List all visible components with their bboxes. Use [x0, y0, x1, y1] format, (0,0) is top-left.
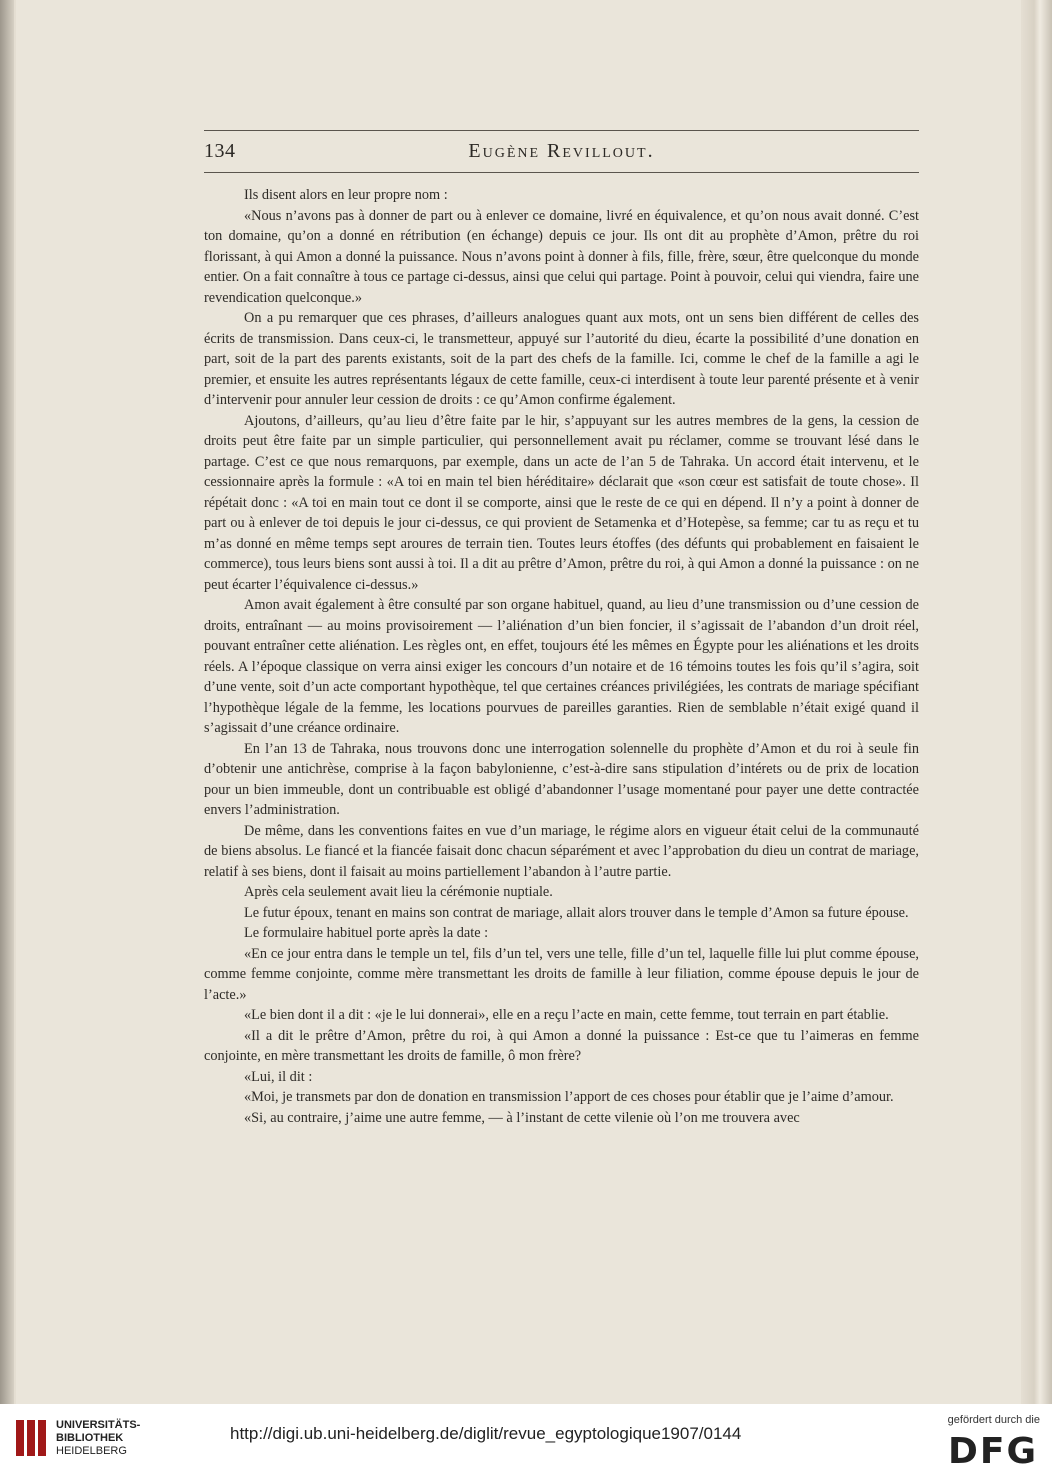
digitization-footer: [0, 1404, 1052, 1479]
scan-left-edge: [0, 0, 14, 1404]
header-author: Eugène Revillout.: [468, 140, 655, 162]
permalink-url[interactable]: http://digi.ub.uni-heidelberg.de/diglit/revue_egyptologique1907/0144: [230, 1424, 742, 1443]
library-name-line: BIBLIOTHEK: [56, 1432, 124, 1444]
paragraph: Après cela seulement avait lieu la cérémonie nuptiale.: [244, 884, 553, 900]
university-logo-icon: [14, 1418, 48, 1458]
paragraph: De même, dans les conventions faites en vue d’un mariage, le régime alors en vigueur était celui de la communauté de biens absolus. Le fiancé et la fiancée faisait donc chacun séparément et avec l’approbation du dieu un contrat de mariage, relatif à ses biens, dont il faisait au moins partiellement l’abandon à l’autre partie.: [204, 822, 919, 880]
paragraph: «Le bien dont il a dit : «je le lui donnerai», elle en a reçu l’acte en main, cette femme, tout terrain en part établie.: [244, 1007, 889, 1023]
paragraph: Ajoutons, d’ailleurs, qu’au lieu d’être faite par le hir, s’appuyant sur les autres membres de la gens, la cession de droits peut être faite par un simple particulier, qui personnellement avait pu réclamer, comme se trouvant lésé dans le partage. C’est ce que nous remarquons, par exemple, dans un acte de l’an 5 de Tahraka. Un accord était intervenu, et le cessionnaire après la formule : «A toi en main tel bien héréditaire» déclarait que «son cœur est satisfait de toute chose». Il répétait donc : «A toi en main tout ce dont il se comporte, ainsi que le reste de ce qui en dépend. Il n’y a point à donner de part ou à enlever de toi depuis le jour ci-dessus, ce qui provient de Setamenka et d’Hotepèse, sa femme; car tu as reçu et tu m’as donné en même temps sept aroures de terrain tien. Toutes leurs étoffes (des défunts qui probablement en faisaient le commerce), tous leurs biens sont aussi à toi. Il a dit au prêtre d’Amon, prêtre du roi, à qui Amon a donné la puissance : on ne peut écarter l’équivalence ci-dessus.»: [204, 412, 919, 593]
scan-right-edge: [1022, 0, 1052, 1404]
dfg-logo: DFG: [947, 1431, 1038, 1472]
page-number: 134: [204, 140, 236, 162]
paragraph: Le futur époux, tenant en mains son contrat de mariage, allait alors trouver dans le temple d’Amon sa future épouse.: [244, 904, 909, 921]
paragraph: Le formulaire habituel porte après la date :: [244, 925, 489, 941]
library-name-line: HEIDELBERG: [56, 1445, 127, 1457]
paragraph: On a pu remarquer que ces phrases, d’ailleurs analogues quant aux mots, ont un sens bien différent de celles des écrits de transmission. Dans ceux-ci, le transmetteur, appuyé sur l’autorité du dieu, écarte la possibilité d’une donation en part, soit de la part des parents existants, soit de la part des chefs de la famille. Ici, comme le chef de la famille a agi le premier, et ensuite les autres représentants légaux de cette famille, ceux-ci interdisent à toute leur parenté présente et à venir d’intervenir pour annuler leur cession de droits : ce qu’Amon confirme également.: [204, 310, 919, 408]
body-text: [204, 185, 919, 1128]
header-rule-top: [204, 130, 919, 131]
paragraph: «En ce jour entra dans le temple un tel, fils d’un tel, vers une telle, fille d’un tel, laquelle fille lui plut comme épouse, comme femme conjointe, comme mère transmettant les droits de famille à leur filiation, comme épouse depuis le jour de l’acte.»: [204, 945, 919, 1003]
paragraph: «Lui, il dit :: [244, 1068, 313, 1085]
paragraph: En l’an 13 de Tahraka, nous trouvons donc une interrogation solennelle du prophète d’Amon et du roi à seule fin d’obtenir une antichrèse, comprise à la façon babylonienne, c’est-à-dire sans stipulation d’intérets ou de prix de location pour un bien immeuble, dont un contribuable est obligé d’abandonner l’usage momentané pour payer une dette contractée envers l’administration.: [204, 740, 919, 818]
funder-label: gefördert durch die: [947, 1414, 1040, 1426]
library-name: [56, 1419, 140, 1458]
running-head: [204, 140, 919, 166]
paragraph: «Il a dit le prêtre d’Amon, prêtre du roi, à qui Amon a donné la puissance : Est-ce que tu l’aimeras en femme conjointe, en mère transmettant les droits de famille, ô mon frère?: [204, 1027, 919, 1064]
header-rule-bottom: [204, 172, 919, 173]
paragraph: «Nous n’avons pas à donner de part ou à enlever ce domaine, livré en équivalence, et qu’on nous avait donné. C’est ton domaine, qu’on a donné en rétribution (en échange) depuis ce jour. Ils ont dit au prophète d’Amon, prêtre du roi florissant, à qui Amon a donné la puissance. Nous n’avons point à donner à fils, fille, frère, sœur, être quelconque du monde entier. On a fait connaître à tous ce partage ci-dessus, ainsi que celui qui partage. Point à pouvoir, celui qui viendra, faire une revendication quelconque.»: [204, 207, 919, 306]
library-name-line: UNIVERSITÄTS-: [56, 1419, 141, 1431]
paragraph: Ils disent alors en leur propre nom :: [244, 187, 448, 203]
paragraph: «Si, au contraire, j’aime une autre femme, — à l’instant de cette vilenie où l’on me trouvera avec: [244, 1109, 800, 1126]
paragraph: «Moi, je transmets par don de donation en transmission l’apport de ces choses pour établir que je l’aime d’amour.: [244, 1089, 894, 1105]
paragraph: Amon avait également à être consulté par son organe habituel, quand, au lieu d’une transmission ou d’une cession de droits, entraînant — au moins provisoirement — l’aliénation d’un bien foncier, il s’agissait de l’abandon d’un droit réel, pouvant entraîner cette aliénation. Les règles ont, en effet, toujours été les mêmes en Égypte pour les aliénations et les droits réels. A l’époque classique on verra ainsi exiger les concours d’un notaire et de 16 témoins toutes les fois qu’il s’agira, soit d’une vente, soit d’un acte comportant hypothèque, tel que certaines créances privilégiées, les contrats de mariage spécifiant l’hypothèque légale de la femme, les locations pourvues de pareilles garanties. Rien de semblable n’était exigé quand il s’agissait d’une créance ordinaire.: [204, 597, 919, 736]
